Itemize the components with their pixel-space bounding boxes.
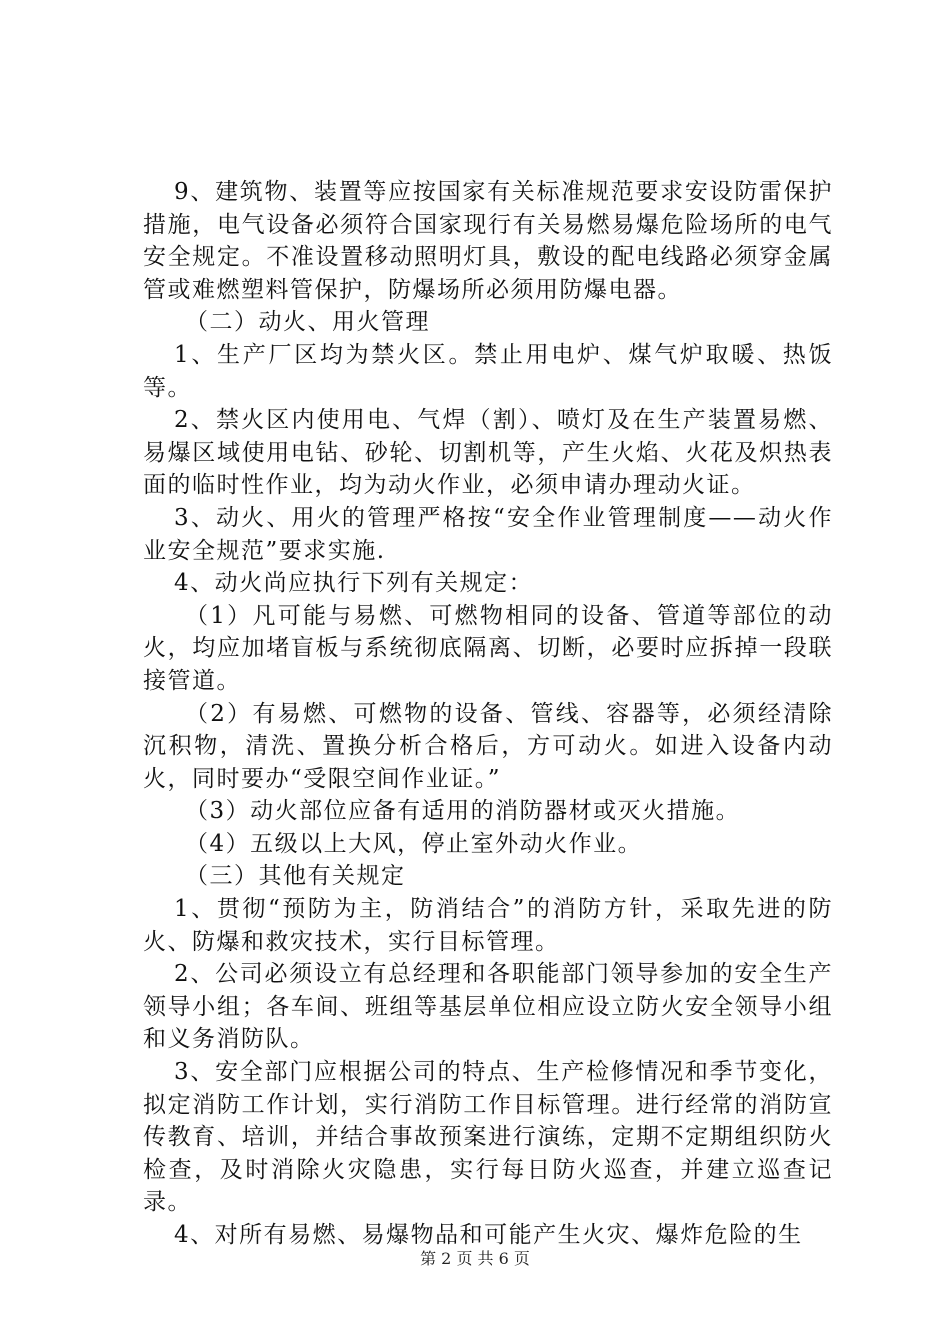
document-body: [143, 176, 833, 1252]
paragraph: 1、生产厂区均为禁火区。禁止用电炉、煤气炉取暖、热饭等。: [143, 341, 833, 401]
paragraph: 3、动火、用火的管理严格按“安全作业管理制度——动火作业安全规范”要求实施.: [143, 504, 833, 564]
sub-item: （1）凡可能与易燃、可燃物相同的设备、管道等部位的动火，均应加堵盲板与系统彻底隔离、切断，必要时应拆掉一段联接管道。: [143, 602, 833, 694]
paragraph: 3、安全部门应根据公司的特点、生产检修情况和季节变化，拟定消防工作计划，实行消防工作目标管理。进行经常的消防宣传教育、培训，并结合事故预案进行演练，定期不定期组织防火检查，及时消除火灾隐患，实行每日防火巡查，并建立巡查记录。: [143, 1059, 833, 1216]
sub-item: （3）动火部位应备有适用的消防器材或灭火措施。: [185, 798, 741, 825]
paragraph: 2、公司必须设立有总经理和各职能部门领导参加的安全生产领导小组；各车间、班组等基层单位相应设立防火安全领导小组和义务消防队。: [143, 961, 833, 1053]
paragraph: 4、动火尚应执行下列有关规定：: [174, 570, 534, 597]
paragraph: 4、对所有易燃、易爆物品和可能产生火灾、爆炸危险的生: [174, 1222, 803, 1248]
section-heading: （二）动火、用火管理: [185, 309, 430, 336]
paragraph: 9、建筑物、装置等应按国家有关标准规范要求安设防雷保护措施，电气设备必须符合国家现行有关易燃易爆危险场所的电气安全规定。不准设置移动照明灯具，敷设的配电线路必须穿金属管或难燃塑料管保护，防爆场所必须用防爆电器。: [143, 179, 833, 303]
sub-item: （4）五级以上大风，停止室外动火作业。: [185, 830, 643, 857]
paragraph: 1、贯彻“预防为主，防消结合”的消防方针，采取先进的防火、防爆和救灾技术，实行目标管理。: [143, 896, 833, 955]
section-heading: （三）其他有关规定: [185, 863, 406, 890]
sub-item: （2）有易燃、可燃物的设备、管线、容器等，必须经清除沉积物，清洗、置换分析合格后，方可动火。如进入设备内动火，同时要办“受限空间作业证。”: [143, 700, 833, 792]
page-number-footer: 第 2 页 共 6 页: [420, 1249, 530, 1268]
paragraph: 2、禁火区内使用电、气焊（割）、喷灯及在生产装置易燃、易爆区域使用电钻、砂轮、切割机等，产生火焰、火花及炽热表面的临时性作业，均为动火作业，必须申请办理动火证。: [143, 407, 833, 499]
